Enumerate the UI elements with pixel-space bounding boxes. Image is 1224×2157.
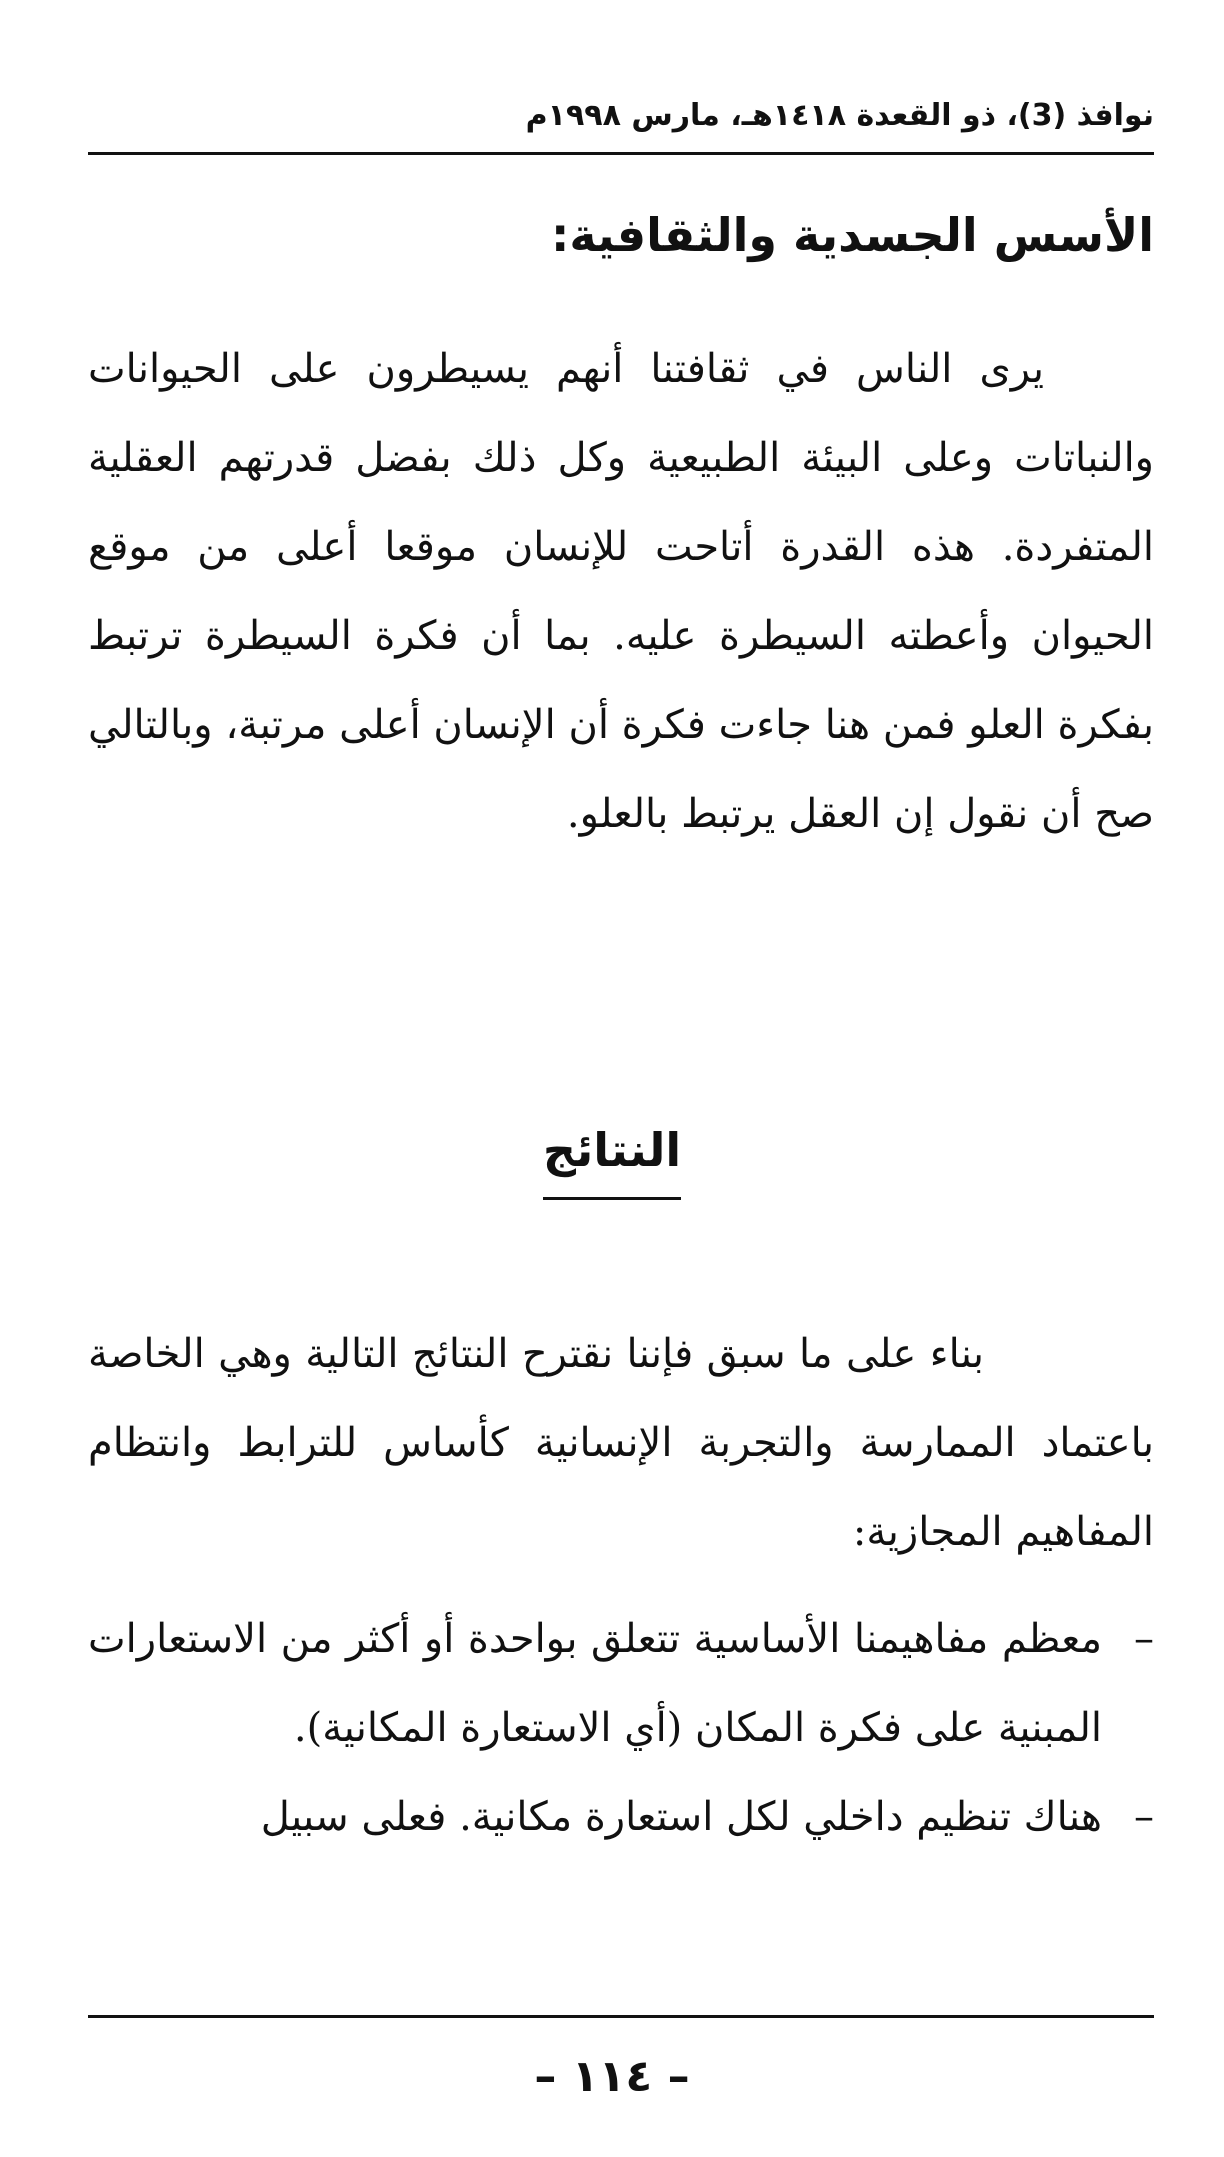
list-item-text: هناك تنظيم داخلي لكل استعارة مكانية. فعلى سبيل (260, 1794, 1102, 1840)
dash-marker: – (1134, 1616, 1154, 1662)
running-head: نوافذ (3)، ذو القعدة ١٤١٨هـ، مارس ١٩٩٨م (525, 98, 1154, 133)
list-item (88, 1595, 1154, 1773)
section-heading: الأسس الجسدية والثقافية: (550, 208, 1154, 262)
body-paragraph: بناء على ما سبق فإننا نقترح النتائج التالية وهي الخاصة باعتماد الممارسة والتجربة الإنسانية كأساس للترابط وانتظام المفاهيم المجازية: (88, 1331, 1154, 1555)
list-item (88, 1773, 1154, 1862)
page-number: – ١١٤ – (534, 2051, 690, 2102)
dash-marker: – (1134, 1794, 1154, 1840)
list-item-text: معظم مفاهيمنا الأساسية تتعلق بواحدة أو أكثر من الاستعارات المبنية على فكرة المكان (أي الاستعارة المكانية). (88, 1616, 1102, 1751)
results-heading (0, 1115, 1224, 1200)
results-heading-text: النتائج (543, 1115, 681, 1200)
footer-rule (88, 2015, 1154, 2018)
body-paragraph: يرى الناس في ثقافتنا أنهم يسيطرون على الحيوانات والنباتات وعلى البيئة الطبيعية وكل ذلك بفضل قدرتهم العقلية المتفردة. هذه القدرة أتاحت للإنسان موقعا أعلى من موقع الحيوان وأعطته السيطرة عليه. بما أن فكرة السيطرة ترتبط بفكرة العلو فمن هنا جاءت فكرة أن الإنسان أعلى مرتبة، وبالتالي صح أن نقول إن العقل يرتبط بالعلو. (88, 346, 1154, 837)
results-list (88, 1595, 1154, 1862)
header-rule (88, 152, 1154, 155)
